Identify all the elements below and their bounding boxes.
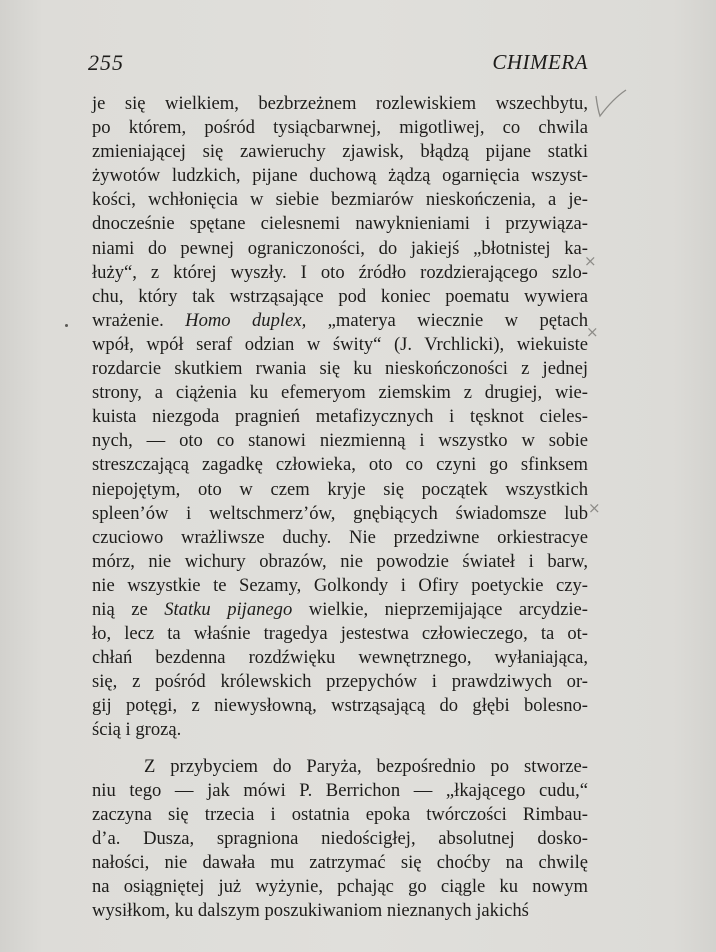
text-run: nią ze	[92, 598, 165, 620]
text-line: żywotów ludzkich, pijane duchową żądzą ogarnięcia wszyst-	[92, 165, 588, 187]
text-line	[92, 598, 588, 622]
text-line: dnocześnie spętane cielesnemi nawyknieniami i przywiąza-	[92, 213, 588, 235]
text-line: po którem, pośród tysiącbarwnej, migotliwej, co chwila	[92, 117, 588, 139]
body-text	[92, 92, 588, 923]
text-line: czuciowo wrażliwsze duchy. Nie przedziwne orkiestracye	[92, 526, 588, 548]
italic-title: Homo duplex,	[185, 309, 307, 331]
text-line: streszczającą zagadkę człowieka, oto co czyni go sfinksem	[92, 454, 588, 476]
text-line: ło, lecz ta właśnie tragedya jestestwa człowieczego, ta ot-	[92, 623, 588, 645]
text-line: rozdarcie skutkiem rwania się ku nieskończoności z jednej	[92, 358, 588, 380]
text-run: wielkie, nieprzemijające arcydzie-	[292, 598, 588, 620]
page-number: 255	[88, 50, 124, 75]
text-run: „materya wiecznie w pętach	[306, 309, 589, 331]
text-line: wysiłkom, ku dalszym poszukiwaniom nieznanych jakichś	[92, 900, 529, 922]
text-line: nych, — oto co stanowi niezmienną i wszystko w sobie	[92, 430, 588, 452]
text-line: na osiągniętej już wyżynie, pchając go ciągle ku nowym	[92, 876, 588, 897]
text-line: chu, który tak wstrząsające pod koniec poematu wywiera	[92, 285, 588, 307]
text-line: niami do pewnej ograniczoności, do jakiejś „błotnistej ka-	[92, 237, 588, 259]
text-line: kuista niezgoda pragnień metafizycznych i tęsknot cieles-	[92, 406, 588, 428]
pencil-cross-icon: ×	[588, 499, 601, 517]
text-line: chłań bezdenna rozdźwięku wewnętrznego, wyłaniająca,	[92, 647, 588, 669]
text-line: zmieniającej się zawieruchy zjawisk, błądzą pijane statki	[92, 141, 588, 163]
pencil-check-icon	[592, 86, 628, 122]
text-line: łuży“, z której wyszły. I oto źródło rozdzierającego szlo-	[92, 261, 588, 283]
pencil-cross-icon: ×	[584, 252, 597, 270]
text-line: mórz, nie wichury obrazów, nie powodzie świateł i barw,	[92, 550, 588, 572]
text-line: je się wielkiem, bezbrzeżnem rozlewiskiem wszechbytu,	[92, 93, 588, 114]
journal-title: CHIMERA	[492, 50, 588, 74]
italic-title: Statku pijanego	[164, 598, 293, 620]
text-run: wrażenie.	[92, 309, 186, 331]
paragraph-gap	[92, 743, 588, 755]
paragraph-1	[92, 92, 588, 743]
text-line: nie wszystkie te Sezamy, Golkondy i Ofiry poetyckie czy-	[92, 574, 588, 596]
pencil-cross-icon: ×	[586, 323, 599, 341]
text-line: d’a. Dusza, spragniona niedościgłej, absolutnej dosko-	[92, 827, 588, 849]
text-line: niepojętym, oto w czem kryje się początek wszystkich	[92, 478, 588, 500]
text-line	[92, 309, 588, 333]
text-line: strony, a ciążenia ku efemeryom ziemskim z drugiej, wie-	[92, 382, 588, 404]
margin-dot	[65, 324, 68, 327]
text-line: nałości, nie dawała mu zatrzymać się choćby na chwilę	[92, 851, 588, 873]
text-line: ścią i grozą.	[92, 719, 182, 741]
text-line: kości, wchłonięcia w siebie bezmiarów nieskończenia, a je-	[92, 189, 588, 211]
text-line: gij potęgi, z niewysłowną, wstrząsającą do głębi bolesno-	[92, 695, 588, 717]
text-line: niu tego — jak mówi P. Berrichon — „łkającego cudu,“	[92, 779, 588, 801]
paragraph-2	[92, 755, 588, 924]
text-line: wpół, wpół seraf odzian w świty“ (J. Vrchlicki), wiekuiste	[92, 333, 588, 355]
text-line: się, z pośród królewskich przepychów i prawdziwych or-	[92, 671, 588, 693]
text-line: Z przybyciem do Paryża, bezpośrednio po stworze-	[144, 755, 588, 777]
text-line: spleen’ów i weltschmerz’ów, gnębiących świadomsze lub	[92, 502, 588, 524]
running-head	[88, 50, 588, 80]
text-line: zaczyna się trzecia i ostatnia epoka twórczości Rimbau-	[92, 803, 588, 825]
